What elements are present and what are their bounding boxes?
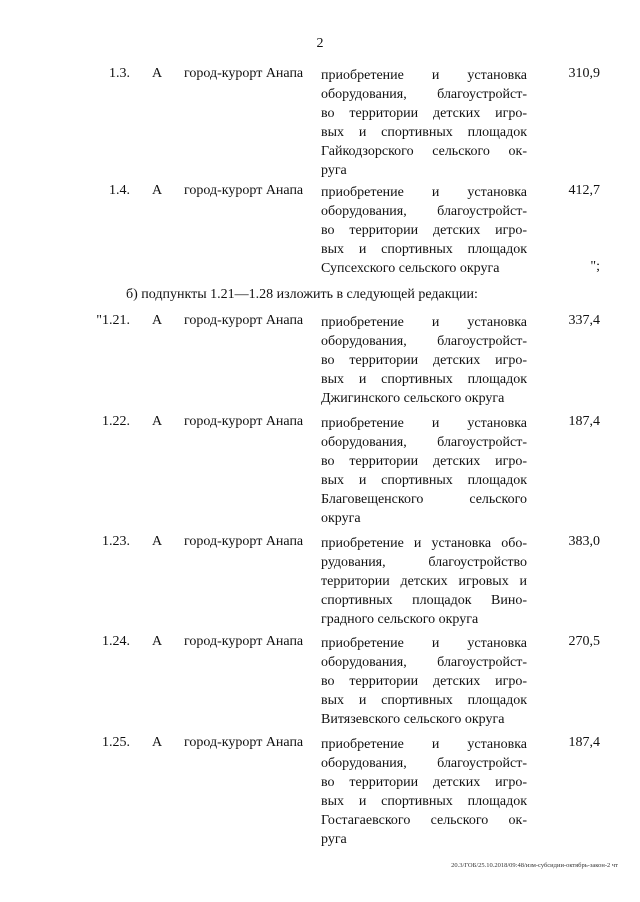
- item-number: 1.4.: [109, 183, 130, 198]
- description-line: вых и спортивных площадок: [321, 372, 527, 387]
- description-line: во территории детских игро-: [321, 775, 527, 790]
- description-line: во территории детских игро-: [321, 106, 527, 121]
- item-description: [321, 313, 527, 408]
- category-letter: А: [152, 735, 163, 750]
- amount: 383,0: [568, 534, 600, 549]
- description-line: руга: [321, 163, 347, 178]
- description-line: вых и спортивных площадок: [321, 473, 527, 488]
- description-line: округа: [321, 511, 361, 526]
- category-letter: А: [152, 66, 163, 81]
- closing-quote: ";: [590, 259, 600, 274]
- description-line: вых и спортивных площадок: [321, 242, 527, 257]
- category-letter: А: [152, 534, 163, 549]
- amount: 270,5: [568, 634, 600, 649]
- item-number: 1.3.: [109, 66, 130, 81]
- municipality: город-курорт Анапа: [184, 414, 304, 429]
- amount: 310,9: [568, 66, 600, 81]
- description-line: рудования, благоустройство: [321, 555, 527, 570]
- description-line: Благовещенского сельского: [321, 492, 527, 507]
- description-line: оборудования, благоустройст-: [321, 204, 527, 219]
- section-subtitle: б) подпункты 1.21—1.28 изложить в следующей редакции:: [126, 287, 478, 302]
- item-description: [321, 735, 527, 849]
- item-description: [321, 183, 527, 278]
- description-line: Гостагаевского сельского ок-: [321, 813, 527, 828]
- municipality: город-курорт Анапа: [184, 66, 304, 81]
- description-line: Супсехского сельского округа: [321, 261, 500, 276]
- item-number: 1.25.: [102, 735, 130, 750]
- document-footer: 20.3/ГОБ/25.10.2018/09:48/изм-субсидии-октябрь-закон-2 чт: [451, 862, 618, 869]
- item-number: 1.24.: [102, 634, 130, 649]
- description-line: вых и спортивных площадок: [321, 794, 527, 809]
- description-line: вых и спортивных площадок: [321, 125, 527, 140]
- description-line: оборудования, благоустройст-: [321, 756, 527, 771]
- description-line: оборудования, благоустройст-: [321, 435, 527, 450]
- description-line: оборудования, благоустройст-: [321, 334, 527, 349]
- category-letter: А: [152, 634, 163, 649]
- description-line: территории детских игровых и: [321, 574, 527, 589]
- municipality: город-курорт Анапа: [184, 634, 304, 649]
- description-line: во территории детских игро-: [321, 674, 527, 689]
- municipality: город-курорт Анапа: [184, 534, 304, 549]
- description-line: во территории детских игро-: [321, 353, 527, 368]
- description-line: градного сельского округа: [321, 612, 479, 627]
- description-line: руга: [321, 832, 347, 847]
- description-line: приобретение и установка: [321, 315, 527, 330]
- amount: 337,4: [568, 313, 600, 328]
- item-description: [321, 414, 527, 528]
- description-line: вых и спортивных площадок: [321, 693, 527, 708]
- municipality: город-курорт Анапа: [184, 313, 304, 328]
- municipality: город-курорт Анапа: [184, 183, 304, 198]
- municipality: город-курорт Анапа: [184, 735, 304, 750]
- description-line: приобретение и установка: [321, 185, 527, 200]
- item-number: 1.23.: [102, 534, 130, 549]
- description-line: во территории детских игро-: [321, 454, 527, 469]
- description-line: приобретение и установка обо-: [321, 536, 527, 551]
- description-line: Гайкодзорского сельского ок-: [321, 144, 527, 159]
- item-number: 1.22.: [102, 414, 130, 429]
- description-line: приобретение и установка: [321, 737, 527, 752]
- category-letter: А: [152, 313, 163, 328]
- description-line: оборудования, благоустройст-: [321, 655, 527, 670]
- amount: 412,7: [568, 183, 600, 198]
- description-line: приобретение и установка: [321, 636, 527, 651]
- description-line: Витязевского сельского округа: [321, 712, 505, 727]
- description-line: приобретение и установка: [321, 416, 527, 431]
- category-letter: А: [152, 414, 163, 429]
- amount: 187,4: [568, 735, 600, 750]
- amount: 187,4: [568, 414, 600, 429]
- description-line: во территории детских игро-: [321, 223, 527, 238]
- item-description: [321, 66, 527, 180]
- description-line: приобретение и установка: [321, 68, 527, 83]
- description-line: оборудования, благоустройст-: [321, 87, 527, 102]
- category-letter: А: [152, 183, 163, 198]
- item-description: [321, 534, 527, 629]
- description-line: спортивных площадок Вино-: [321, 593, 527, 608]
- item-number: "1.21.: [96, 313, 130, 328]
- item-description: [321, 634, 527, 729]
- page-number: 2: [316, 36, 324, 51]
- description-line: Джигинского сельского округа: [321, 391, 505, 406]
